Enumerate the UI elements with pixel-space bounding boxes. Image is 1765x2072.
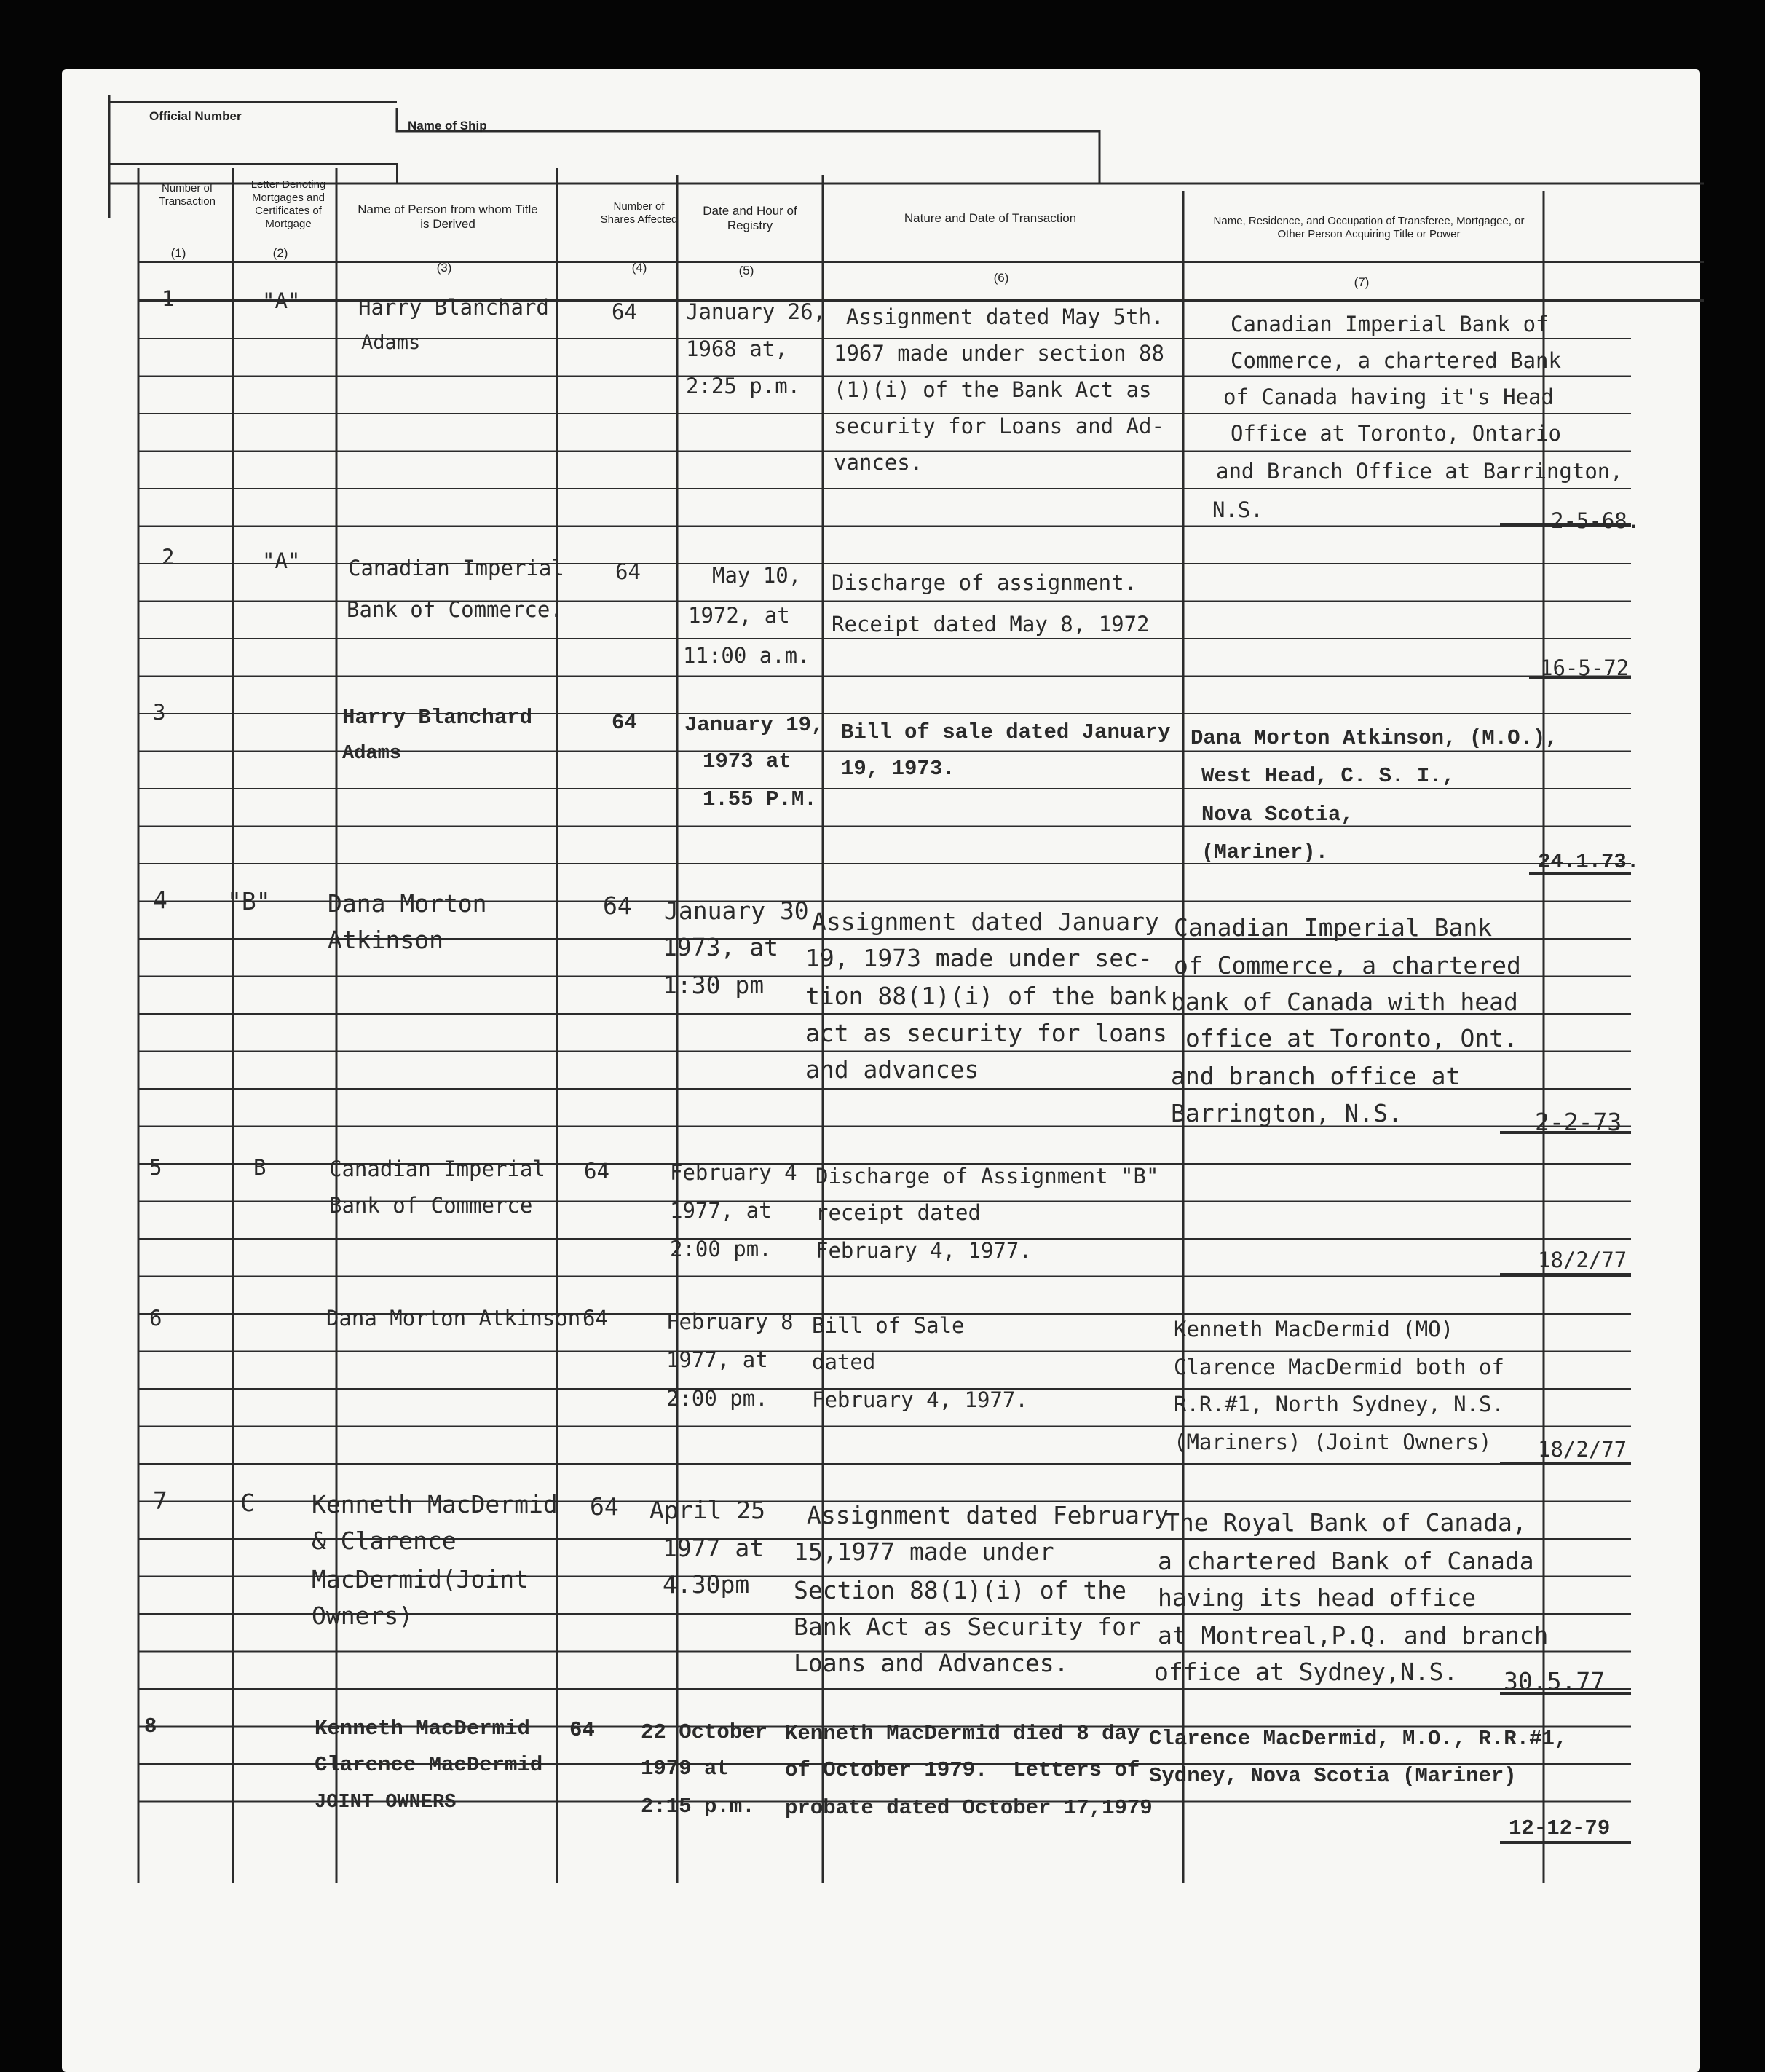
nature-line: Bill of sale dated January xyxy=(841,720,1171,744)
nature-line: Assignment dated February xyxy=(807,1501,1169,1529)
title-from-line: Clarence MacDermid xyxy=(315,1753,543,1777)
shares-affected: 64 xyxy=(590,1492,619,1521)
official-number-label: Official Number xyxy=(149,109,242,123)
mortgage-letter: B xyxy=(253,1155,266,1180)
ship-name-box xyxy=(397,108,1099,184)
title-from-line: Adams xyxy=(342,743,402,765)
nature-line: security for Loans and Ad- xyxy=(834,414,1164,438)
registry-date-line: 22 October xyxy=(641,1720,768,1744)
col-5-header: Date and Hour of Registry xyxy=(703,204,797,233)
registry-date-line: 1972, at xyxy=(688,603,790,628)
transferee-line: Office at Toronto, Ontario xyxy=(1231,421,1561,446)
registry-date-line: 4.30pm xyxy=(663,1570,750,1599)
title-from-line: & Clarence xyxy=(312,1527,457,1555)
nature-line: Assignment dated May 5th. xyxy=(846,304,1164,329)
nature-line: Kenneth MacDermid died 8 day xyxy=(785,1722,1140,1746)
title-from-line: Bank of Commerce. xyxy=(347,597,563,622)
registry-date-line: February 8 xyxy=(666,1309,794,1334)
title-from-line: Bank of Commerce xyxy=(329,1193,533,1218)
title-from-line: Owners) xyxy=(312,1602,414,1630)
registry-date-line: 1979 at xyxy=(641,1757,730,1781)
nature-line: February 4, 1977. xyxy=(816,1238,1032,1263)
transferee-line: office at Toronto, Ont. xyxy=(1185,1024,1518,1052)
nature-line: Discharge of assignment. xyxy=(832,570,1137,595)
registry-date-line: 2:00 pm. xyxy=(670,1237,772,1261)
nature-line: and advances xyxy=(805,1055,979,1084)
nature-line: 19, 1973 made under sec- xyxy=(805,944,1153,972)
transaction-number: 4 xyxy=(153,886,167,914)
nature-line: act as security for loans xyxy=(805,1019,1167,1047)
transaction-number: 7 xyxy=(153,1486,167,1515)
title-from-line: Harry Blanchard xyxy=(342,706,533,730)
transferee-line: Nova Scotia, xyxy=(1201,803,1354,827)
mortgage-letter: "A" xyxy=(262,288,301,313)
registry-date-line: 2:00 pm. xyxy=(666,1386,768,1411)
mortgage-letter: "B" xyxy=(227,887,271,915)
registry-date-line: 1973 at xyxy=(703,749,791,773)
transaction-number: 5 xyxy=(149,1155,162,1180)
transferee-line: of Commerce, a chartered xyxy=(1174,951,1521,980)
registry-date-line: January 30 xyxy=(664,897,809,925)
transaction-number: 8 xyxy=(144,1714,157,1738)
entry-date: 18/2/77 xyxy=(1538,1248,1627,1272)
col-1-header: Number of Transaction xyxy=(159,182,216,208)
col-4-number: (4) xyxy=(631,261,647,275)
col-3-number: (3) xyxy=(436,261,452,275)
col-3-header: Name of Person from whom Title is Derived xyxy=(358,202,538,232)
shares-affected: 64 xyxy=(612,711,637,735)
nature-line: Loans and Advances. xyxy=(794,1649,1069,1677)
entry-date: 24.1.73. xyxy=(1538,850,1640,874)
transferee-line: Dana Morton Atkinson, (M.O.), xyxy=(1191,726,1558,750)
nature-line: Section 88(1)(i) of the xyxy=(794,1576,1126,1604)
title-from-line: Kenneth MacDermid xyxy=(315,1717,530,1741)
registry-date-line: 1977, at xyxy=(666,1347,768,1372)
transaction-number: 6 xyxy=(149,1306,162,1331)
transferee-line: N.S. xyxy=(1212,497,1263,522)
shares-affected: 64 xyxy=(583,1306,608,1331)
nature-line: Bank Act as Security for xyxy=(794,1612,1141,1641)
col-6-number: (6) xyxy=(993,271,1009,285)
registry-date-line: 1973, at xyxy=(663,933,778,961)
nature-line: of October 1979. Letters of xyxy=(785,1758,1140,1782)
col-7-header: Name, Residence, and Occupation of Transferee, Mortgagee, or Other Person Acquiring Title or Power xyxy=(1213,215,1525,240)
transferee-line: West Head, C. S. I., xyxy=(1201,764,1456,788)
nature-line: tion 88(1)(i) of the bank xyxy=(805,982,1167,1010)
mortgage-letter: C xyxy=(240,1489,255,1517)
nature-line: probate dated October 17,1979 xyxy=(785,1796,1153,1820)
nature-line: 19, 1973. xyxy=(841,757,955,781)
title-from-line: Canadian Imperial xyxy=(348,556,564,580)
col-5-number: (5) xyxy=(738,264,754,277)
transferee-line: and Branch Office at Barrington, xyxy=(1216,459,1623,484)
registry-date-line: 1:30 pm xyxy=(663,971,765,999)
registry-date-line: 1977, at xyxy=(670,1198,772,1223)
nature-line: Receipt dated May 8, 1972 xyxy=(832,612,1150,637)
transferee-line: and branch office at xyxy=(1171,1062,1461,1090)
nature-line: Bill of Sale xyxy=(812,1313,965,1338)
nature-line: 15,1977 made under xyxy=(794,1537,1054,1566)
title-from-line: Harry Blanchard xyxy=(358,295,549,320)
shares-affected: 64 xyxy=(612,299,637,324)
title-from-line: MacDermid(Joint xyxy=(312,1565,529,1594)
registry-date-line: May 10, xyxy=(712,563,802,588)
nature-line: (1)(i) of the Bank Act as xyxy=(834,377,1152,402)
registry-date-line: 11:00 a.m. xyxy=(683,643,810,668)
transferee-line: Canadian Imperial Bank of xyxy=(1231,312,1549,336)
registry-date-line: 1968 at, xyxy=(686,336,788,361)
transaction-number: 3 xyxy=(153,700,166,725)
transferee-line: at Montreal,P.Q. and branch xyxy=(1158,1621,1549,1650)
entry-date: 12-12-79 xyxy=(1509,1816,1611,1840)
nature-line: Assignment dated January xyxy=(812,907,1159,936)
nature-line: dated xyxy=(812,1350,876,1374)
transferee-line: Canadian Imperial Bank xyxy=(1174,913,1493,942)
transferee-line: a chartered Bank of Canada xyxy=(1158,1547,1534,1575)
title-from-line: JOINT OWNERS xyxy=(315,1792,457,1813)
registry-date-line: January 26, xyxy=(686,299,826,324)
registry-date-line: 1977 at xyxy=(663,1534,765,1562)
mortgage-letter: "A" xyxy=(262,548,301,573)
transferee-line: office at Sydney,N.S. xyxy=(1154,1658,1458,1686)
shares-affected: 64 xyxy=(584,1159,609,1183)
col-6-header: Nature and Date of Transaction xyxy=(904,211,1077,225)
title-from-line: Dana Morton xyxy=(328,889,487,918)
transferee-line: Commerce, a chartered Bank xyxy=(1231,348,1561,373)
transferee-line: Barrington, N.S. xyxy=(1171,1099,1402,1127)
registry-date-line: 1.55 P.M. xyxy=(703,787,817,811)
entry-date: 2-5-68. xyxy=(1551,508,1640,533)
col-2-number: (2) xyxy=(272,246,288,260)
nature-line: February 4, 1977. xyxy=(812,1387,1028,1412)
transferee-line: having its head office xyxy=(1158,1583,1477,1612)
registry-date-line: January 19, xyxy=(684,713,824,737)
col-2-header: Letter Denoting Mortgages and Certificates of Mortgage xyxy=(250,178,326,230)
shares-affected: 64 xyxy=(603,891,632,920)
transferee-line: Kenneth MacDermid (MO) xyxy=(1174,1317,1454,1342)
transferee-line: (Mariner). xyxy=(1201,840,1329,864)
nature-line: vances. xyxy=(834,450,923,475)
transferee-line: Sydney, Nova Scotia (Mariner) xyxy=(1149,1764,1517,1788)
nature-line: receipt dated xyxy=(816,1200,981,1225)
transaction-number: 2 xyxy=(162,545,175,570)
transaction-number: 1 xyxy=(162,286,175,311)
col-7-number: (7) xyxy=(1354,275,1370,289)
title-from-line: Adams xyxy=(361,331,421,354)
transferee-line: Clarence MacDermid, M.O., R.R.#1, xyxy=(1149,1727,1568,1751)
nature-line: 1967 made under section 88 xyxy=(834,341,1164,366)
registry-date-line: February 4 xyxy=(670,1160,797,1185)
registry-date-line: 2:15 p.m. xyxy=(641,1795,755,1819)
entry-date: 2-2-73 xyxy=(1535,1108,1622,1136)
title-from-line: Dana Morton Atkinson xyxy=(326,1306,581,1331)
transferee-line: of Canada having it's Head xyxy=(1223,385,1554,409)
shares-affected: 64 xyxy=(615,559,641,584)
entry-date: 18/2/77 xyxy=(1538,1437,1627,1462)
entry-date: 30.5.77 xyxy=(1504,1667,1606,1695)
name-of-ship-label: Name of Ship xyxy=(408,119,487,133)
transferee-line: (Mariners) (Joint Owners) xyxy=(1174,1430,1492,1454)
registry-date-line: 2:25 p.m. xyxy=(686,374,801,398)
transferee-line: The Royal Bank of Canada, xyxy=(1165,1508,1527,1537)
transferee-line: bank of Canada with head xyxy=(1171,988,1518,1016)
registry-date-line: April 25 xyxy=(649,1496,765,1524)
entry-date: 16-5-72 xyxy=(1540,655,1630,680)
col-4-header: Number of Shares Affected xyxy=(600,200,678,226)
transferee-line: Clarence MacDermid both of xyxy=(1174,1355,1504,1379)
transferee-line: R.R.#1, North Sydney, N.S. xyxy=(1174,1392,1504,1417)
title-from-line: Kenneth MacDermid xyxy=(312,1490,558,1518)
title-from-line: Atkinson xyxy=(328,926,443,954)
shares-affected: 64 xyxy=(569,1718,595,1742)
nature-line: Discharge of Assignment "B" xyxy=(816,1164,1159,1189)
col-1-number: (1) xyxy=(170,246,186,260)
title-from-line: Canadian Imperial xyxy=(329,1157,545,1181)
